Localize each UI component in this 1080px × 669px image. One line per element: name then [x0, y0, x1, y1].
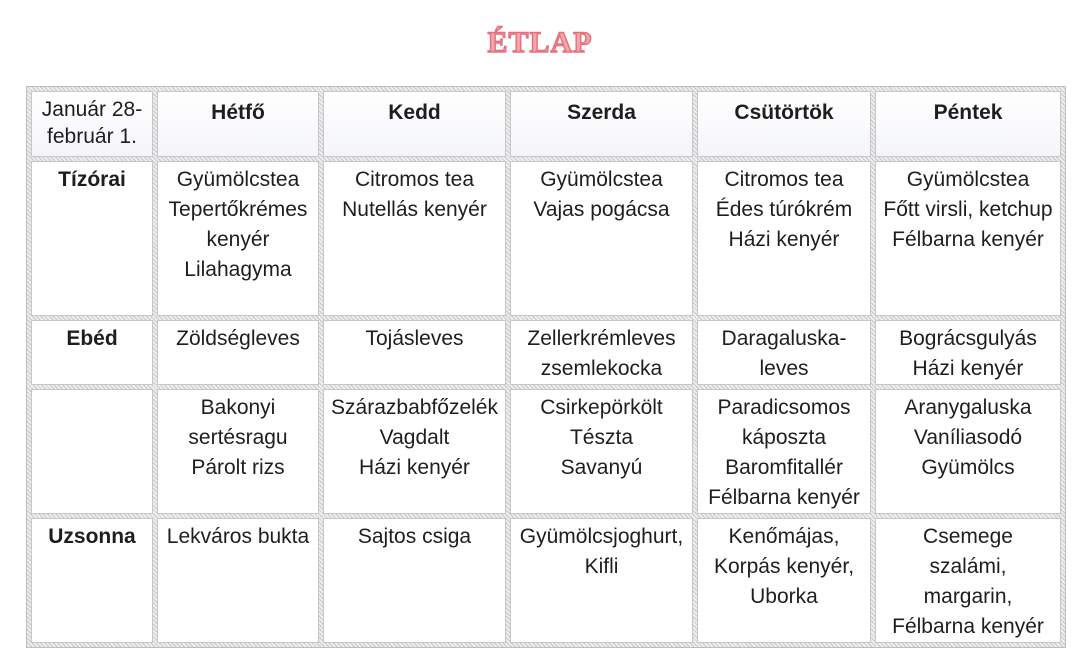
table-row-ebed-main	[31, 389, 1061, 514]
menu-item: Baromfitallér	[725, 456, 843, 479]
menu-item: Citromos tea	[724, 168, 844, 191]
menu-item: kenyér	[206, 228, 270, 251]
day-header-thursday: Csütörtök	[697, 91, 871, 157]
meal-label-tizorai: Tízórai	[31, 161, 153, 316]
menu-cell-ebed-soup-monday	[157, 320, 319, 385]
menu-cell-ebed-main-thursday	[697, 389, 871, 514]
menu-cell-tizorai-wednesday	[510, 161, 693, 316]
table-row-tizorai	[31, 161, 1061, 316]
table-row-ebed-soup	[31, 320, 1061, 385]
menu-item: leves	[759, 357, 809, 380]
menu-cell-uzsonna-wednesday	[510, 518, 693, 643]
menu-cell-uzsonna-friday	[875, 518, 1061, 643]
menu-cell-ebed-soup-wednesday	[510, 320, 693, 385]
menu-item: káposzta	[741, 426, 827, 449]
day-header-tuesday: Kedd	[323, 91, 506, 157]
menu-cell-ebed-main-tuesday	[323, 389, 506, 514]
menu-item: Vagdalt	[379, 426, 450, 449]
menu-item: Paradicsomos	[717, 396, 851, 419]
menu-item: zsemlekocka	[540, 357, 663, 380]
menu-cell-tizorai-tuesday	[323, 161, 506, 316]
menu-item: Házi kenyér	[912, 357, 1024, 380]
menu-cell-ebed-main-wednesday	[510, 389, 693, 514]
menu-item: Párolt rizs	[191, 456, 285, 479]
menu-item: Tojásleves	[365, 327, 464, 350]
menu-item: Gyümölcstea	[176, 168, 300, 191]
menu-item: Daragaluska-	[721, 327, 847, 350]
menu-item: Sajtos csiga	[357, 525, 472, 548]
menu-cell-ebed-soup-tuesday	[323, 320, 506, 385]
menu-item: Vaníliasodó	[913, 426, 1023, 449]
menu-cell-uzsonna-thursday	[697, 518, 871, 643]
menu-cell-uzsonna-tuesday	[323, 518, 506, 643]
menu-item: Zöldségleves	[176, 327, 300, 350]
menu-cell-tizorai-monday	[157, 161, 319, 316]
menu-cell-ebed-soup-friday	[875, 320, 1061, 385]
menu-item: sertésragu	[188, 426, 288, 449]
menu-item: Házi kenyér	[359, 456, 470, 479]
menu-item: Lekváros bukta	[166, 525, 310, 548]
menu-item: Kenőmájas,	[728, 525, 840, 548]
menu-item: Vajas pogácsa	[533, 198, 670, 221]
menu-item: Savanyú	[560, 456, 643, 479]
menu-cell-ebed-main-monday	[157, 389, 319, 514]
menu-item: szalámi,	[929, 555, 1007, 578]
menu-item: Kifli	[584, 555, 619, 578]
day-header-monday: Hétfő	[157, 91, 319, 157]
date-range-end: február 1.	[47, 125, 137, 148]
menu-item: Gyümölcs	[921, 456, 1015, 479]
date-range-cell	[31, 91, 153, 157]
page-title: ÉTLAP	[487, 26, 593, 59]
menu-item: Félbarna kenyér	[892, 615, 1044, 638]
menu-table	[26, 86, 1066, 648]
menu-item: Szárazbabfőzelék	[331, 396, 498, 419]
meal-label-ebed: Ebéd	[31, 320, 153, 385]
menu-item: Gyümölcstea	[540, 168, 663, 191]
menu-item: Lilahagyma	[184, 258, 292, 281]
menu-item: Bográcsgulyás	[899, 327, 1037, 350]
menu-item: Gyümölcsjoghurt,	[519, 525, 684, 548]
table-row-uzsonna	[31, 518, 1061, 643]
menu-item: margarin,	[923, 585, 1013, 608]
day-header-friday: Péntek	[875, 91, 1061, 157]
menu-cell-ebed-soup-thursday	[697, 320, 871, 385]
menu-item: Tészta	[569, 426, 634, 449]
menu-item: Csemege	[923, 525, 1013, 548]
menu-item: Uborka	[750, 585, 818, 608]
menu-item: Tepertőkrémes	[168, 198, 308, 221]
date-range-start: Január 28-	[41, 98, 143, 121]
menu-item: Félbarna kenyér	[892, 228, 1044, 251]
meal-label-empty	[31, 389, 153, 514]
menu-item: Édes túrókrém	[715, 198, 853, 221]
menu-item: Korpás kenyér,	[713, 555, 855, 578]
menu-item: Főtt virsli, ketchup	[883, 198, 1053, 221]
header-row	[31, 91, 1061, 157]
menu-cell-tizorai-thursday	[697, 161, 871, 316]
menu-item: Aranygaluska	[904, 396, 1032, 419]
meal-label-uzsonna: Uzsonna	[31, 518, 153, 643]
menu-item: Félbarna kenyér	[708, 486, 860, 509]
menu-item: Zellerkrémleves	[527, 327, 676, 350]
menu-cell-uzsonna-monday	[157, 518, 319, 643]
menu-item: Házi kenyér	[728, 228, 840, 251]
menu-item: Nutellás kenyér	[342, 198, 487, 221]
day-header-wednesday: Szerda	[510, 91, 693, 157]
menu-item: Gyümölcstea	[906, 168, 1030, 191]
menu-item: Citromos tea	[354, 168, 475, 191]
menu-cell-ebed-main-friday	[875, 389, 1061, 514]
menu-item: Bakonyi	[200, 396, 276, 419]
menu-item: Csirkepörkölt	[540, 396, 663, 419]
menu-cell-tizorai-friday	[875, 161, 1061, 316]
